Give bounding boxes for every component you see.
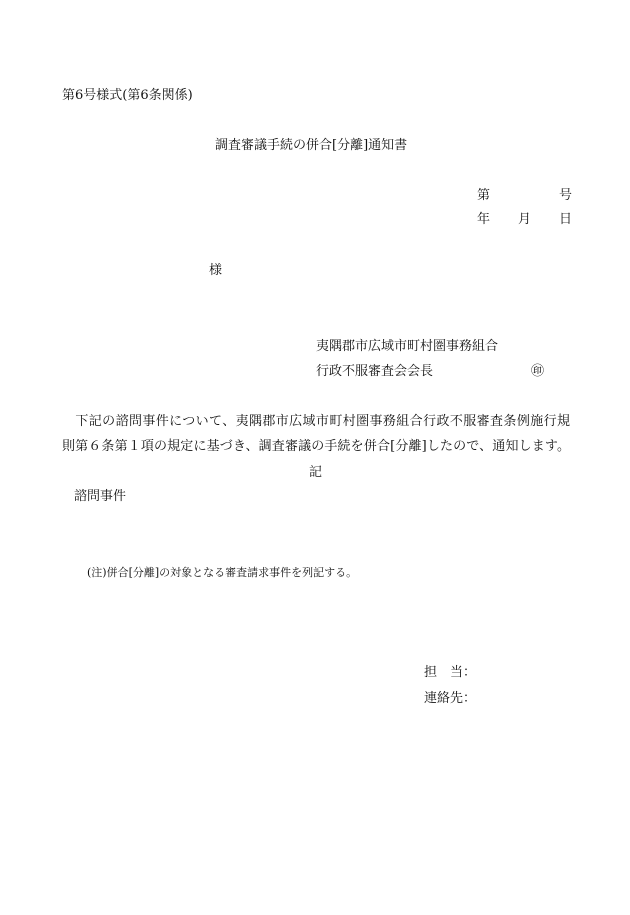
body-text-line-1: 下記の諮問事件について、夷隅郡市広域市町村圏事務組合行政不服審査条例施行規 bbox=[62, 414, 570, 429]
number-suffix: 号 bbox=[559, 188, 573, 203]
inquiry-case-label: 諮問事件 bbox=[74, 489, 127, 504]
form-number-label: 第6号様式(第6条関係) bbox=[62, 88, 193, 103]
contact-person-label: 担 当： bbox=[424, 665, 477, 680]
contact-info-label: 連絡先： bbox=[424, 691, 477, 706]
date-day-label: 日 bbox=[559, 212, 573, 227]
number-prefix: 第 bbox=[477, 188, 491, 203]
record-heading: 記 bbox=[309, 465, 323, 480]
sender-organization: 夷隅郡市広域市町村圏事務組合 bbox=[316, 339, 499, 354]
body-text-line-2: 則第６条第１項の規定に基づき、調査審議の手続を併合[分離]したので、通知します。 bbox=[62, 439, 570, 454]
date-month-label: 月 bbox=[518, 212, 532, 227]
document-title: 調査審議手続の併合[分離]通知書 bbox=[215, 138, 408, 153]
sender-title: 行政不服審査会会長 bbox=[316, 364, 434, 379]
footnote: (注)併合[分離]の対象となる審査請求事件を列記する。 bbox=[87, 566, 358, 579]
seal-mark: ㊞ bbox=[531, 364, 545, 379]
addressee-honorific: 様 bbox=[209, 263, 223, 278]
date-year-label: 年 bbox=[477, 212, 491, 227]
